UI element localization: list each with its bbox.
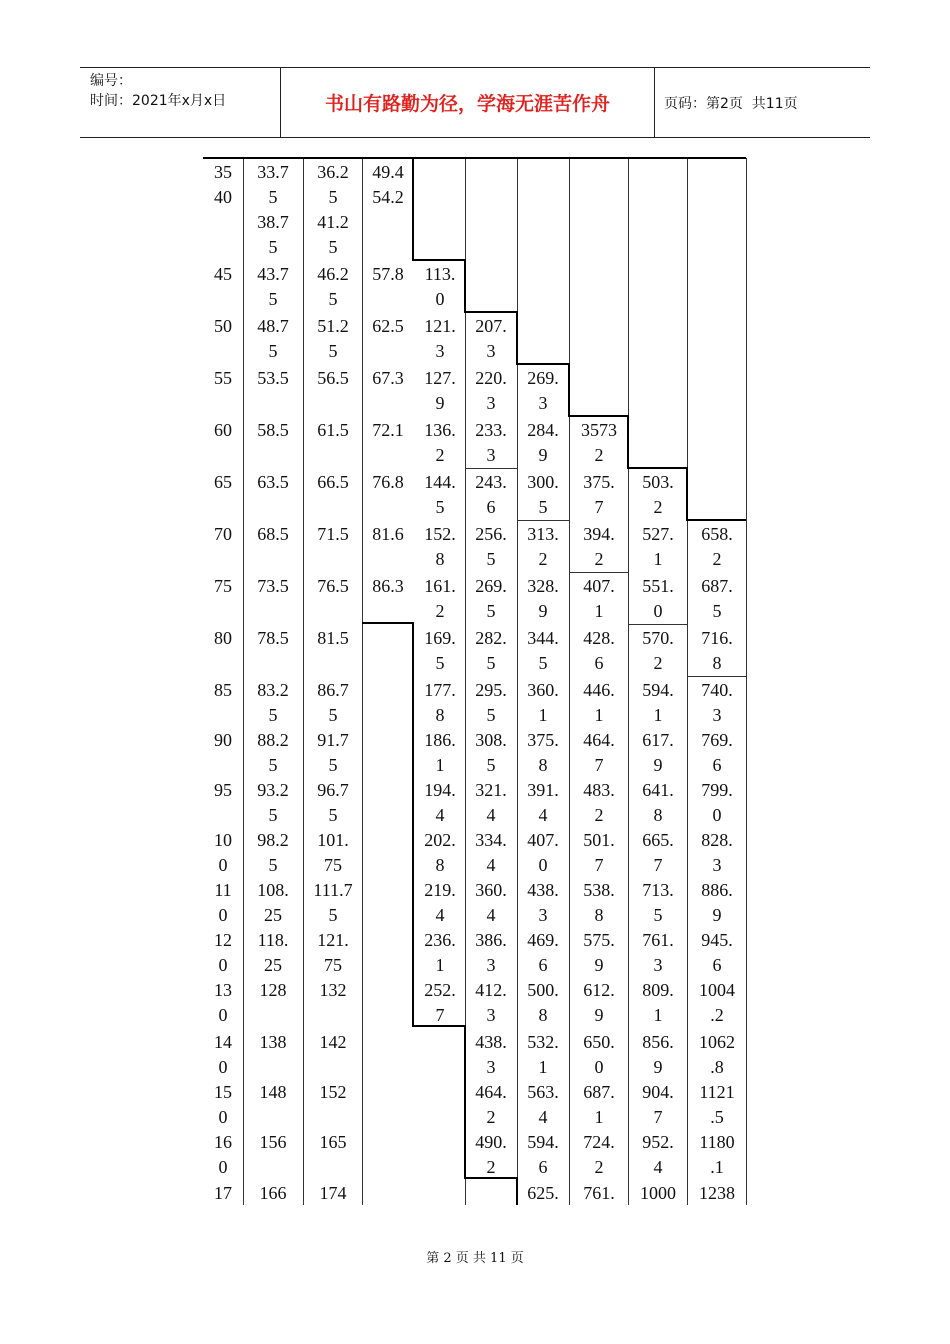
table-cell: 386. 3	[475, 930, 507, 975]
table-cell: 446. 1	[583, 680, 615, 725]
table-cell: 650. 0	[583, 1032, 615, 1077]
table-cell: 76.8	[372, 472, 404, 492]
table-cell: 93.2 5	[257, 780, 289, 825]
table-cell: 856. 9	[642, 1032, 674, 1077]
table-cell: 121. 3	[424, 316, 456, 361]
table-cell: 428. 6	[583, 628, 615, 673]
table-cell: 360. 1	[527, 680, 559, 725]
table-cell: 53.5	[257, 368, 289, 388]
table-cell: 86.3	[372, 576, 404, 596]
stair-rule	[412, 158, 414, 260]
table-cell: 575. 9	[583, 930, 615, 975]
table-cell: 55	[214, 368, 232, 388]
table-cell: 295. 5	[475, 680, 507, 725]
table-cell: 68.5	[257, 524, 289, 544]
table-cell: 412. 3	[475, 980, 507, 1025]
table-cell: 10 0	[214, 830, 232, 875]
table-cell: 391. 4	[527, 780, 559, 825]
table-cell: 45	[214, 264, 232, 284]
table-cell: 252. 7	[424, 980, 456, 1025]
table-cell: 194. 4	[424, 780, 456, 825]
table-cell: 1004 .2	[699, 980, 735, 1025]
page-info-text: 页码：第2页 共11页	[664, 95, 798, 112]
table-cell: 1121 .5	[699, 1082, 735, 1127]
table-cell: 132	[319, 980, 347, 1000]
table-cell: 328. 9	[527, 576, 559, 621]
table-cell: 61.5	[317, 420, 349, 440]
table-cell: 95	[214, 780, 232, 800]
table-cell: 78.5	[257, 628, 289, 648]
document-time-label: 时间：2021年x月x日	[90, 93, 227, 109]
table-cell: 65	[214, 472, 232, 492]
table-cell: 740. 3	[701, 680, 733, 725]
table-cell: 15 0	[214, 1082, 232, 1127]
table-cell: 88.2 5	[257, 730, 289, 775]
table-cell: 594. 6	[527, 1132, 559, 1177]
table-cell: 625.	[527, 1183, 559, 1203]
table-cell: 76.5	[317, 576, 349, 596]
table-cell: 11 0	[214, 880, 232, 925]
table-cell: 269. 5	[475, 576, 507, 621]
table-cell: 72.1	[372, 420, 404, 440]
table-cell: 166	[259, 1183, 287, 1203]
table-cell: 761.	[583, 1183, 615, 1203]
stair-rule	[516, 311, 518, 365]
table-cell: 269. 3	[527, 368, 559, 413]
table-cell: 113. 0	[424, 264, 456, 309]
table-cell: 58.5	[257, 420, 289, 440]
table-cell: 220. 3	[475, 368, 507, 413]
table-cell: 761. 3	[642, 930, 674, 975]
stair-rule	[686, 519, 746, 521]
table-cell: 43.7 5	[257, 264, 289, 309]
table-cell: 407. 1	[583, 576, 615, 621]
table-cell: 532. 1	[527, 1032, 559, 1077]
cell-rule	[687, 676, 746, 677]
table-cell: 594. 1	[642, 680, 674, 725]
table-cell: 809. 1	[642, 980, 674, 1025]
table-cell: 57.8	[372, 264, 404, 284]
table-cell: 233. 3	[475, 420, 507, 465]
table-cell: 570. 2	[642, 628, 674, 673]
table-cell: 1000	[640, 1183, 676, 1203]
table-cell: 48.7 5	[257, 316, 289, 361]
table-cell: 81.5	[317, 628, 349, 648]
table-cell: 375. 8	[527, 730, 559, 775]
stair-rule	[464, 311, 518, 313]
column-rule	[628, 158, 629, 1205]
table-cell: 13 0	[214, 980, 232, 1025]
stair-rule	[464, 259, 466, 313]
table-cell: 483. 2	[583, 780, 615, 825]
table-cell: 490. 2	[475, 1132, 507, 1177]
table-cell: 375. 7	[583, 472, 615, 517]
stair-rule	[516, 1177, 518, 1205]
table-cell: 1180 .1	[699, 1132, 735, 1177]
table-cell: 67.3	[372, 368, 404, 388]
table-cell: 83.2 5	[257, 680, 289, 725]
table-cell: 658. 2	[701, 524, 733, 569]
table-cell: 12 0	[214, 930, 232, 975]
table-cell: 617. 9	[642, 730, 674, 775]
table-cell: 54.2	[372, 187, 404, 207]
table-cell: 14 0	[214, 1032, 232, 1077]
table-cell: 136. 2	[424, 420, 456, 465]
stair-rule	[362, 622, 414, 624]
cell-rule	[628, 624, 687, 625]
table-cell: 256. 5	[475, 524, 507, 569]
table-cell: 81.6	[372, 524, 404, 544]
table-cell: 282. 5	[475, 628, 507, 673]
table-cell: 152. 8	[424, 524, 456, 569]
table-cell: 469. 6	[527, 930, 559, 975]
table-cell: 138	[259, 1032, 287, 1052]
table-cell: 713. 5	[642, 880, 674, 925]
stair-rule	[627, 467, 688, 469]
table-cell: 63.5	[257, 472, 289, 492]
column-rule	[362, 158, 363, 1205]
table-cell: 828. 3	[701, 830, 733, 875]
table-cell: 538. 8	[583, 880, 615, 925]
table-cell: 724. 2	[583, 1132, 615, 1177]
table-cell: 464. 2	[475, 1082, 507, 1127]
cell-rule	[517, 520, 569, 521]
table-cell: 687. 5	[701, 576, 733, 621]
cell-rule	[569, 572, 628, 573]
table-cell: 41.2 5	[317, 212, 349, 257]
table-cell: 3573 2	[581, 420, 617, 465]
table-cell: 85	[214, 680, 232, 700]
table-cell: 360. 4	[475, 880, 507, 925]
table-cell: 62.5	[372, 316, 404, 336]
stair-rule	[412, 259, 466, 261]
table-cell: 108. 25	[257, 880, 289, 925]
table-cell: 144. 5	[424, 472, 456, 517]
stair-rule	[516, 363, 570, 365]
table-cell: 716. 8	[701, 628, 733, 673]
table-cell: 551. 0	[642, 576, 674, 621]
table-cell: 50	[214, 316, 232, 336]
table-cell: 464. 7	[583, 730, 615, 775]
table-cell: 945. 6	[701, 930, 733, 975]
table-cell: 284. 9	[527, 420, 559, 465]
table-cell: 111.7 5	[313, 880, 353, 925]
table-cell: 177. 8	[424, 680, 456, 725]
table-cell: 121. 75	[317, 930, 349, 975]
table-cell: 142	[319, 1032, 347, 1052]
table-cell: 71.5	[317, 524, 349, 544]
table-cell: 118. 25	[257, 930, 289, 975]
table-cell: 641. 8	[642, 780, 674, 825]
table-cell: 91.7 5	[317, 730, 349, 775]
table-cell: 148	[259, 1082, 287, 1102]
table-cell: 799. 0	[701, 780, 733, 825]
table-cell: 40	[214, 187, 232, 207]
table-cell: 665. 7	[642, 830, 674, 875]
table-cell: 321. 4	[475, 780, 507, 825]
table-cell: 98.2 5	[257, 830, 289, 875]
header-motto: 书山有路勤为径，学海无涯苦作舟	[281, 68, 655, 137]
table-cell: 51.2 5	[317, 316, 349, 361]
table-cell: 60	[214, 420, 232, 440]
table-cell: 165	[319, 1132, 347, 1152]
table-cell: 243. 6	[475, 472, 507, 517]
table-cell: 17	[214, 1183, 232, 1203]
table-cell: 152	[319, 1082, 347, 1102]
column-rule	[303, 158, 304, 1205]
table-cell: 503. 2	[642, 472, 674, 517]
table-cell: 128	[259, 980, 287, 1000]
table-cell: 207. 3	[475, 316, 507, 361]
table-cell: 36.2 5	[317, 162, 349, 207]
table-cell: 687. 1	[583, 1082, 615, 1127]
cell-rule	[465, 468, 517, 469]
stair-rule	[412, 1025, 466, 1027]
table-cell: 952. 4	[642, 1132, 674, 1177]
table-cell: 156	[259, 1132, 287, 1152]
table-cell: 438. 3	[475, 1032, 507, 1077]
stair-rule	[568, 363, 570, 417]
table-cell: 174	[319, 1183, 347, 1203]
table-cell: 80	[214, 628, 232, 648]
table-cell: 38.7 5	[257, 212, 289, 257]
stair-rule	[464, 1025, 466, 1179]
table-cell: 33.7 5	[257, 162, 289, 207]
table-cell: 1238	[699, 1183, 735, 1203]
table-cell: 86.7 5	[317, 680, 349, 725]
stair-rule	[412, 622, 414, 1026]
table-cell: 313. 2	[527, 524, 559, 569]
table-cell: 73.5	[257, 576, 289, 596]
document-number-label: 编号：	[90, 73, 132, 89]
table-cell: 612. 9	[583, 980, 615, 1025]
table-cell: 394. 2	[583, 524, 615, 569]
table-cell: 202. 8	[424, 830, 456, 875]
column-rule	[687, 158, 688, 1205]
table-cell: 344. 5	[527, 628, 559, 673]
table-cell: 300. 5	[527, 472, 559, 517]
table-cell: 90	[214, 730, 232, 750]
table-cell: 186. 1	[424, 730, 456, 775]
stair-rule	[464, 1177, 518, 1179]
table-cell: 308. 5	[475, 730, 507, 775]
table-cell: 500. 8	[527, 980, 559, 1025]
table-cell: 75	[214, 576, 232, 596]
table-cell: 219. 4	[424, 880, 456, 925]
table-cell: 161. 2	[424, 576, 456, 621]
column-rule	[243, 158, 244, 1205]
table-cell: 101. 75	[317, 830, 349, 875]
table-cell: 56.5	[317, 368, 349, 388]
table-cell: 96.7 5	[317, 780, 349, 825]
table-cell: 886. 9	[701, 880, 733, 925]
table-cell: 70	[214, 524, 232, 544]
table-cell: 407. 0	[527, 830, 559, 875]
table-cell: 35	[214, 162, 232, 182]
table-cell: 49.4	[372, 162, 404, 182]
table-cell: 769. 6	[701, 730, 733, 775]
table-cell: 904. 7	[642, 1082, 674, 1127]
table-cell: 16 0	[214, 1132, 232, 1177]
table-cell: 438. 3	[527, 880, 559, 925]
column-rule	[746, 158, 747, 1205]
page-footer: 第 2 页 共 11 页	[426, 1251, 524, 1266]
stair-rule	[568, 415, 629, 417]
table-cell: 334. 4	[475, 830, 507, 875]
table-top-rule	[203, 157, 746, 159]
table-cell: 127. 9	[424, 368, 456, 413]
table-cell: 66.5	[317, 472, 349, 492]
table-cell: 563. 4	[527, 1082, 559, 1127]
table-cell: 527. 1	[642, 524, 674, 569]
table-cell: 46.2 5	[317, 264, 349, 309]
column-rule	[569, 158, 570, 1205]
stair-rule	[627, 415, 629, 469]
table-cell: 169. 5	[424, 628, 456, 673]
table-cell: 1062 .8	[699, 1032, 735, 1077]
table-cell: 501. 7	[583, 830, 615, 875]
stair-rule	[686, 467, 688, 521]
table-cell: 236. 1	[424, 930, 456, 975]
